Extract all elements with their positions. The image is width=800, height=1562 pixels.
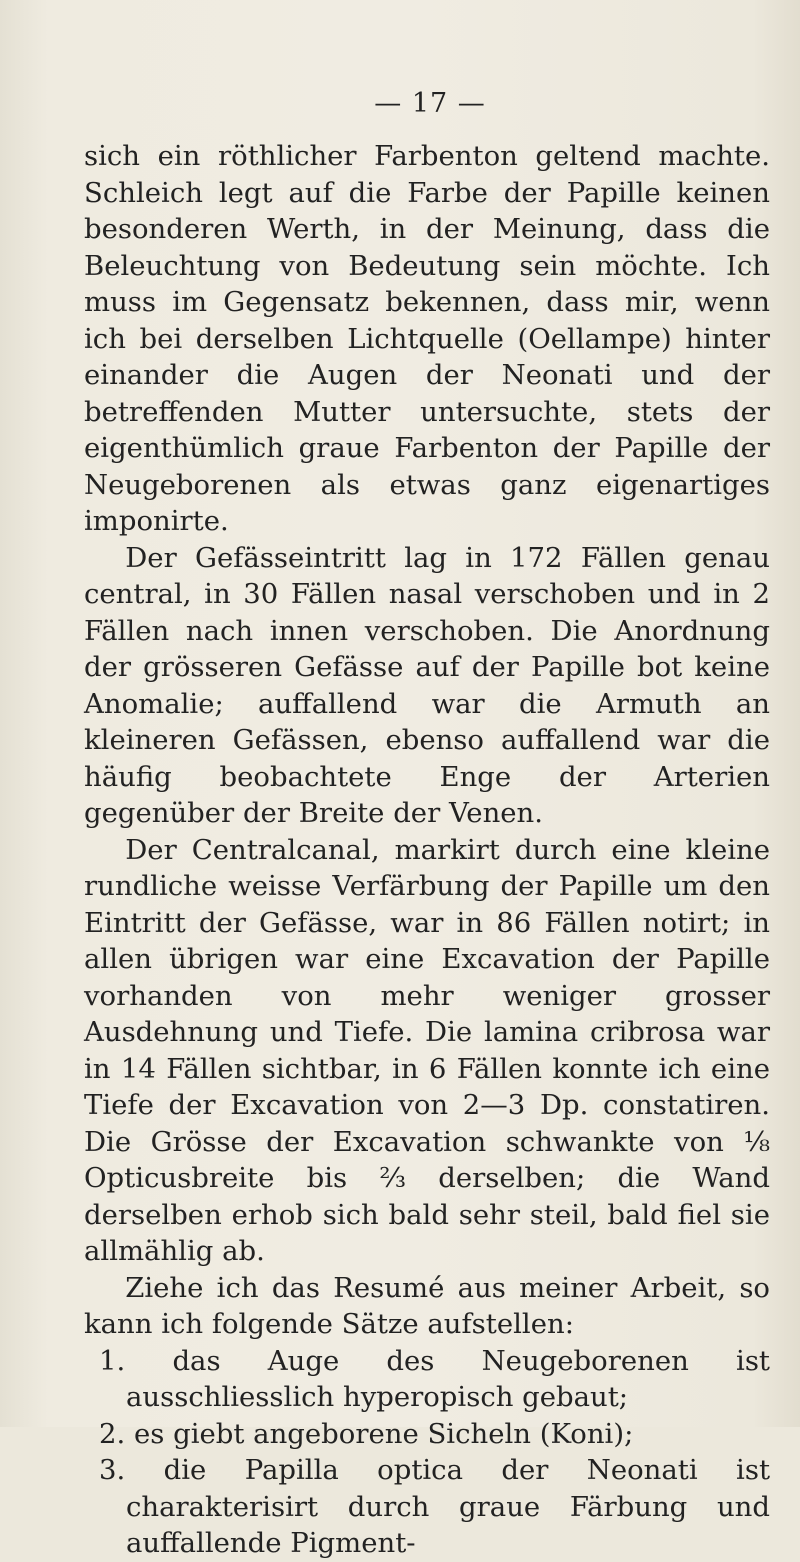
paragraph: Der Centralcanal, markirt durch eine kleine rundliche weisse Verfärbung der Papille um den Eintritt der Gefässe, war in 86 Fällen notirt; in allen übrigen war eine Excavation der Papille vorhanden von mehr weniger grosser Ausdehnung und Tiefe. Die lamina cribrosa war in 14 Fällen sichtbar, in 6 Fällen konnte ich eine Tiefe der Excavation von 2—3 Dp. constatiren. Die Grösse der Excavation schwankte von ⅛ Opticusbreite bis ⅔ derselben; die Wand derselben erhob sich bald sehr steil, bald fiel sie allmählig ab. xyxy=(84,833,770,1267)
list-item: 2. es giebt angeborene Sicheln (Koni); xyxy=(99,1417,634,1450)
paragraph: sich ein röthlicher Farbenton geltend machte. Schleich legt auf die Farbe der Papille keinen besonderen Werth, in der Meinung, dass die Beleuchtung von Bedeutung sein möchte. Ich muss im Gegensatz bekennen, dass mir, wenn ich bei derselben Lichtquelle (Oellampe) hinter einander die Augen der Neonati und der betreffenden Mutter untersuchte, stets der eigenthümlich graue Farbenton der Papille der Neugeborenen als etwas ganz eigenartiges imponirte. xyxy=(84,140,770,537)
paragraph: Ziehe ich das Resumé aus meiner Arbeit, so kann ich folgende Sätze aufstellen: xyxy=(84,1271,770,1340)
list-item: 3. die Papilla optica der Neonati ist charakterisirt durch graue Färbung und auffallende Pigment- xyxy=(99,1454,770,1559)
list-item: 1. das Auge des Neugeborenen ist ausschliesslich hyperopisch gebaut; xyxy=(99,1344,770,1413)
paragraph: Der Gefässeintritt lag in 172 Fällen genau central, in 30 Fällen nasal verschoben und in 2 Fällen nach innen verschoben. Die Anordnung der grösseren Gefässe auf der Papille bot keine Anomalie; auffallend war die Armuth an kleineren Gefässen, ebenso auffallend war die häufig beobachtete Enge der Arterien gegenüber der Breite der Venen. xyxy=(84,541,770,829)
page-number: — 17 — xyxy=(374,88,486,119)
body-text xyxy=(84,138,770,1562)
conclusion-list xyxy=(84,1343,770,1562)
